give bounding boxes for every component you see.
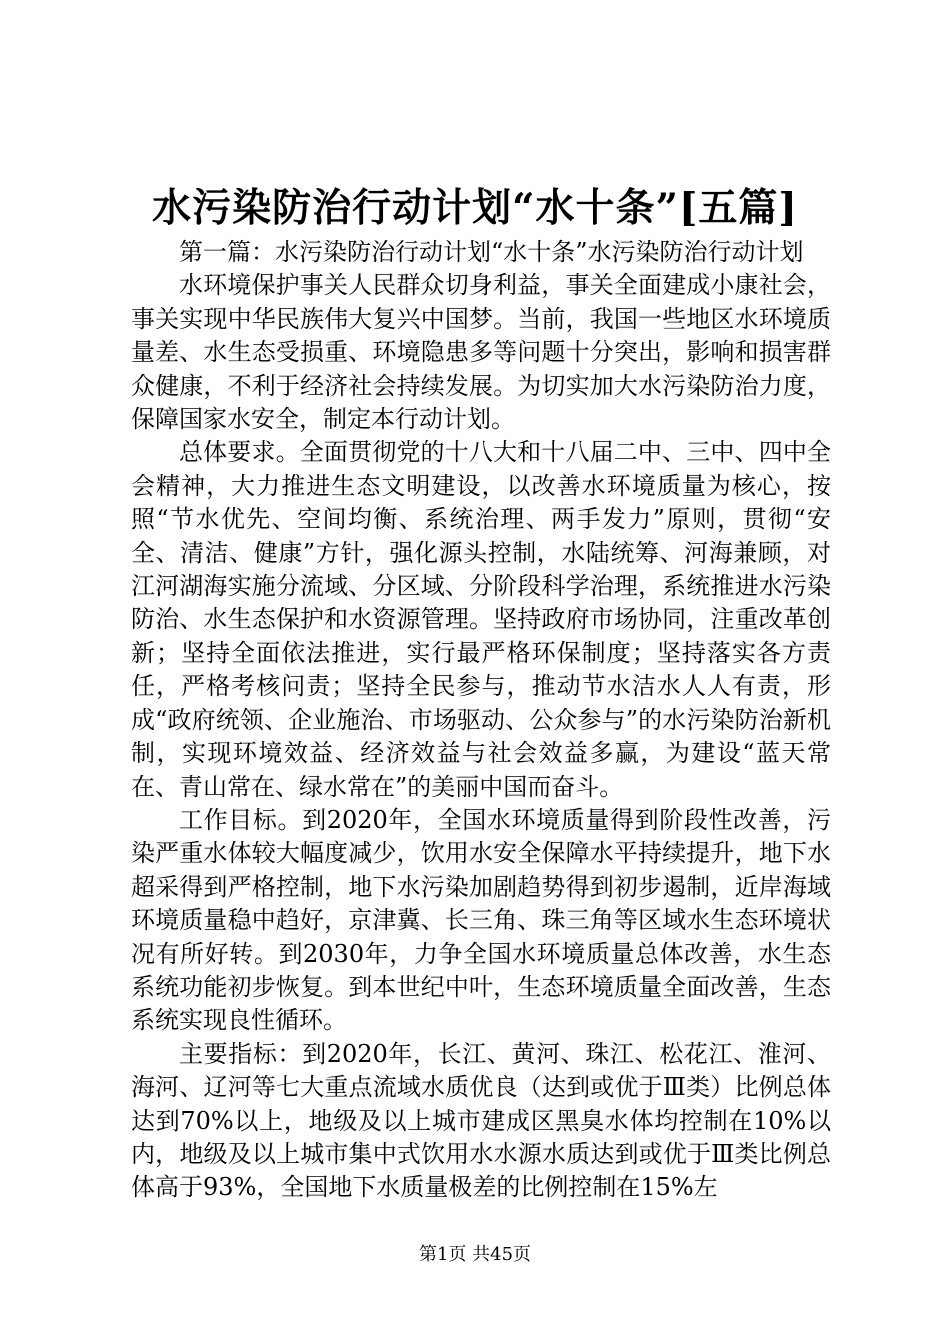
paragraph-section-heading: 第一篇：水污染防治行动计划“水十条”水污染防治行动计划 xyxy=(179,238,804,266)
paragraph-main-indicators: 主要指标：到2020年，长江、黄河、珠江、松花江、淮河、海河、辽河等七大重点流域水质优良（达到或优于Ⅲ类）比例总体达到70%以上，地级及以上城市建成区黑臭水体均控制在10%以内，地级及以上城市集中式饮用水水源水质达到或优于Ⅲ类比例总体高于93%，全国地下水质量极差的比例控制在15%左 xyxy=(131,1039,831,1202)
paragraph-intro: 水环境保护事关人民群众切身利益，事关全面建成小康社会，事关实现中华民族伟大复兴中国梦。当前，我国一些地区水环境质量差、水生态受损重、环境隐患多等问题十分突出，影响和损害群众健康，不利于经济社会持续发展。为切实加大水污染防治力度，保障国家水安全，制定本行动计划。 xyxy=(131,271,831,434)
document-body xyxy=(131,236,831,1205)
document-title: 水污染防治行动计划“水十条”[五篇] xyxy=(152,185,798,231)
paragraph-work-goals: 工作目标。到2020年，全国水环境质量得到阶段性改善，污染严重水体较大幅度减少，饮用水安全保障水平持续提升，地下水超采得到严格控制，地下水污染加剧趋势得到初步遏制，近岸海域环境质量稳中趋好，京津冀、长三角、珠三角等区域水生态环境状况有所好转。到2030年，力争全国水环境质量总体改善，水生态系统功能初步恢复。到本世纪中叶，生态环境质量全面改善，生态系统实现良性循环。 xyxy=(131,805,831,1035)
page-footer: 第1页 共45页 xyxy=(418,1244,532,1265)
paragraph-general-requirements: 总体要求。全面贯彻党的十八大和十八届二中、三中、四中全会精神，大力推进生态文明建设，以改善水环境质量为核心，按照“节水优先、空间均衡、系统治理、两手发力”原则，贯彻“安全、清洁、健康”方针，强化源头控制，水陆统筹、河海兼顾，对江河湖海实施分流域、分区域、分阶段科学治理，系统推进水污染防治、水生态保护和水资源管理。坚持政府市场协同，注重改革创新；坚持全面依法推进，实行最严格环保制度；坚持落实各方责任，严格考核问责；坚持全民参与，推动节水洁水人人有责，形成“政府统领、企业施治、市场驱动、公众参与”的水污染防治新机制，实现环境效益、经济效益与社会效益多赢，为建设“蓝天常在、青山常在、绿水常在”的美丽中国而奋斗。 xyxy=(131,438,831,801)
